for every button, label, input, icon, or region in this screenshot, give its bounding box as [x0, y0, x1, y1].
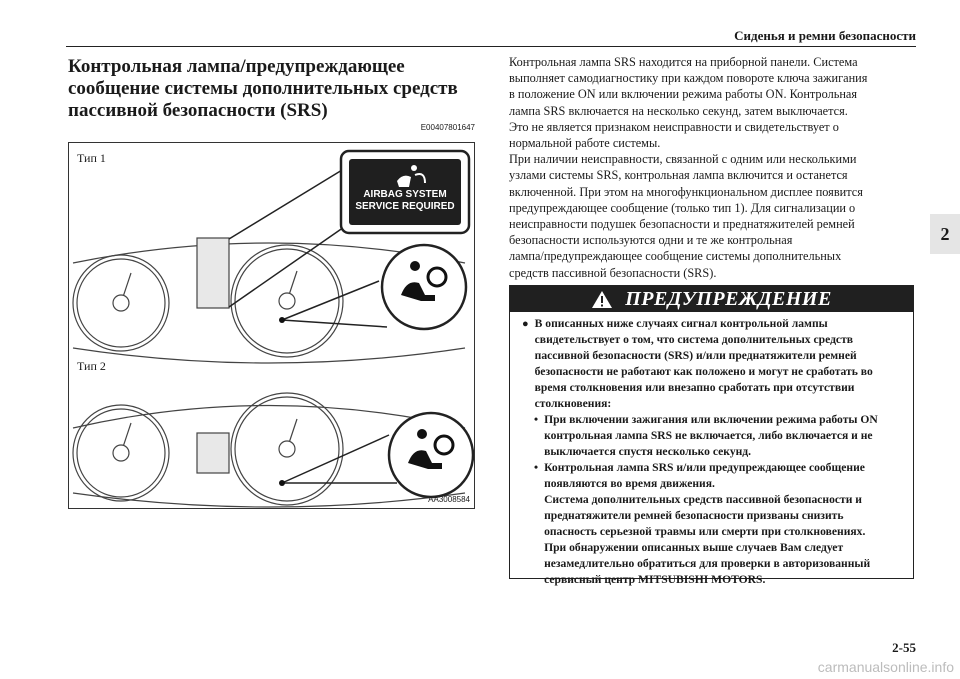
warning-line: время столкновения или внезапно сработать при отсутствии: [534, 381, 855, 394]
body-line: неисправности подушек безопасности и преднатяжителей ремней: [509, 217, 855, 232]
warning-line: контрольная лампа SRS не включается, либо включается и не: [544, 429, 873, 442]
sub-bullet-icon: •: [534, 413, 539, 426]
warning-line: Система дополнительных средств пассивной безопасности и: [544, 493, 862, 506]
lamp-callout-1: [382, 245, 466, 329]
warning-line: опасность серьезной травмы или смерти при столкновениях.: [544, 525, 866, 538]
header-title: Сиденья и ремни безопасности: [734, 28, 916, 43]
body-line: лампа SRS включается на несколько секунд, затем выключается.: [509, 103, 848, 118]
body-line: в положение ON или включении режима работы ON. Контрольная: [509, 87, 858, 102]
section-title-line: сообщение системы дополнительных средств: [68, 78, 458, 99]
body-text: [509, 54, 914, 281]
warning-line: При обнаружении описанных выше случаев Вам следует: [544, 541, 844, 554]
body-line: предупреждающее сообщение (только тип 1). Для сигнализации о: [509, 200, 856, 215]
warning-triangle-icon: [591, 290, 613, 309]
warning-line: свидетельствует о том, что система дополнительных средств: [534, 333, 854, 346]
warning-line: В описанных ниже случаях сигнал контрольной лампы: [534, 317, 828, 330]
warning-line: безопасности не работают как положено и могут не сработать во: [534, 365, 873, 378]
warning-line: столкновения:: [534, 397, 612, 410]
warning-header: [510, 286, 913, 312]
body-line: Контрольная лампа SRS находится на приборной панели. Система: [509, 55, 858, 69]
page-number: 2-55: [892, 640, 916, 655]
body-line: Это не является признаком неисправности и свидетельствует о: [509, 119, 839, 134]
sub-bullet-icon: •: [534, 461, 539, 474]
warning-line: выключается спустя несколько секунд.: [544, 445, 752, 458]
warning-line: При включении зажигания или включении режима работы ON: [544, 413, 878, 426]
srs-lamp-dot: [279, 480, 285, 486]
section-title: [68, 56, 488, 122]
body-line: лампа/предупреждающее сообщение системы дополнительных: [509, 249, 842, 264]
body-line: При наличии неисправности, связанной с одним или несколькими: [509, 152, 857, 167]
srs-lamp-dot: [279, 317, 285, 323]
warning-line: Контрольная лампа SRS и/или предупреждающее сообщение: [544, 461, 865, 474]
body-line: включенной. При этом на многофункциональном дисплее появится: [509, 184, 863, 199]
warning-line: сервисный центр MITSUBISHI MOTORS.: [544, 573, 766, 586]
warning-item: [522, 412, 903, 460]
watermark[interactable]: carmanualsonline.info: [817, 659, 954, 675]
type2-label: Тип 2: [77, 359, 106, 373]
body-line: средств пассивной безопасности (SRS).: [509, 265, 717, 280]
warning-body: [510, 312, 913, 588]
body-line: узлами системы SRS, контрольная лампа включится и останется: [509, 168, 848, 183]
body-line: нормальной работе системы.: [509, 136, 661, 151]
section-title-line: пассивной безопасности (SRS): [68, 100, 328, 121]
chapter-tab[interactable]: 2: [930, 214, 960, 254]
body-line: выполняет самодиагностику при каждом повороте ключа зажигания: [509, 71, 868, 86]
body-line: безопасности используются одни и те же контрольная: [509, 233, 793, 248]
warning-line: преднатяжители ремней безопасности призваны снизить: [544, 509, 844, 522]
warning-lead: [522, 316, 903, 412]
instrument-cluster-figure: [68, 142, 475, 509]
figure-code: AA3008584: [428, 495, 470, 504]
type1-label: Тип 1: [77, 151, 106, 165]
warning-box: [509, 285, 914, 586]
warning-line: пассивной безопасности (SRS) и/или преднатяжители ремней: [534, 349, 857, 362]
warning-line: появляются во время движения.: [544, 477, 715, 490]
display-message: [353, 189, 457, 213]
warning-line: незамедлительно обратиться для проверки в авторизованный: [544, 557, 871, 570]
bullet-icon: ●: [522, 318, 529, 330]
lamp-callout-2: [389, 413, 473, 497]
section-code: E00407801647: [420, 123, 475, 132]
section-title-line: Контрольная лампа/предупреждающее: [68, 56, 405, 77]
header-rule: [66, 46, 916, 47]
display-message-line: AIRBAG SYSTEM: [363, 189, 447, 200]
display-message-line: SERVICE REQUIRED: [355, 201, 455, 212]
warning-item: [522, 460, 903, 588]
warning-title: ПРЕДУПРЕЖДЕНИЕ: [625, 287, 832, 310]
